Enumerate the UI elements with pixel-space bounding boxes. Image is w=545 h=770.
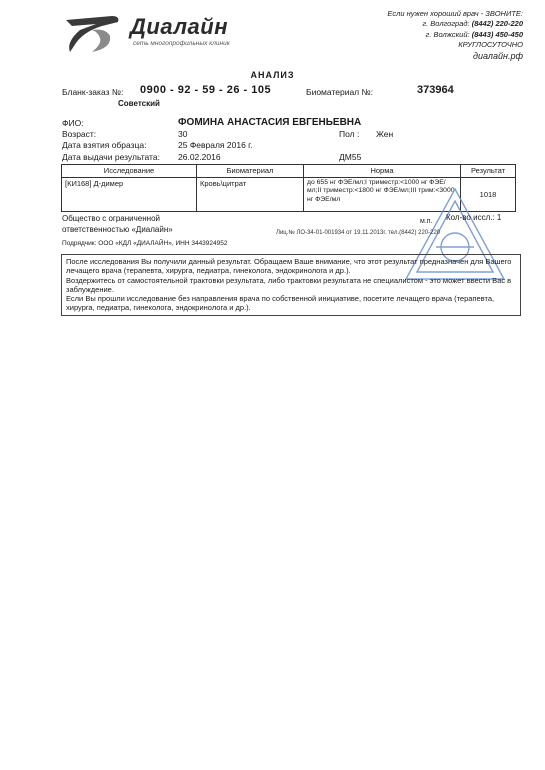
biomaterial-number: 373964	[417, 84, 454, 96]
department-code: ДМ55	[339, 152, 362, 162]
brand-tagline: сеть многопрофильных клиник	[133, 40, 230, 47]
biomaterial-label: Биоматериал №:	[306, 87, 373, 97]
contact-hours: КРУГЛОСУТОЧНО	[458, 40, 523, 50]
norm-cell: до 655 нг ФЭЕ/мл;I триместр:<1000 нг ФЭЕ/мл;II триместр:<1800 нг ФЭЕ/мл;III трим:<3000 нг ФЭЕ/мл	[304, 178, 461, 212]
sample-date-label: Дата взятия образца:	[62, 140, 147, 150]
contact-block	[333, 9, 523, 61]
gender-label: Пол :	[339, 129, 360, 139]
column-header: Результат	[461, 165, 516, 178]
table-header-row	[62, 165, 516, 178]
result-date-value: 26.02.2016	[178, 152, 221, 162]
column-header: Исследование	[62, 165, 197, 178]
dialine-logo-icon	[62, 12, 124, 56]
brand-name: Диалайн	[130, 14, 228, 39]
notice-paragraph: Воздержитесь от самостоятельной трактовки результата, либо трактовки результата не специалистом - это может ввести Вас в заблуждение.	[66, 275, 512, 294]
document-title: АНАЛИЗ	[250, 70, 295, 80]
test-name-cell: [КИ168] Д-димер	[62, 178, 197, 212]
order-label: Бланк-заказ №:	[62, 87, 124, 97]
column-header: Норма	[304, 165, 461, 178]
contact-line: Если нужен хороший врач - ЗВОНИТЕ:	[387, 9, 523, 18]
contact-phone-volzhsky: г. Волжский: (8443) 450-450	[425, 29, 523, 39]
contractor-info: Подрядчик: ООО «КДЛ «ДИАЛАЙН», ИНН 3443924952	[62, 240, 228, 247]
sample-date-value: 25 Февраля 2016 г.	[178, 140, 253, 150]
patient-name: ФОМИНА АНАСТАСИЯ ЕВГЕНЬЕВНА	[178, 117, 362, 128]
seal-place-label: м.п.	[420, 218, 433, 225]
branch-name: Советский	[118, 99, 160, 108]
order-number: 0900 - 92 - 59 - 26 - 105	[140, 84, 272, 96]
column-header: Биоматериал	[197, 165, 304, 178]
age-label: Возраст:	[62, 129, 97, 139]
organization-name: Общество с ограниченной ответственностью «Диалайн»	[62, 214, 173, 234]
result-date-label: Дата выдачи результата:	[62, 152, 160, 162]
fio-label: ФИО:	[62, 118, 84, 128]
biomaterial-cell: Кровь\цитрат	[197, 178, 304, 212]
contact-phone-volgograd: г. Волгоград: (8442) 220-220	[422, 19, 523, 29]
tests-count: Кол-во иссл.: 1	[446, 213, 502, 222]
license-info: Лиц.№ ЛО-34-01-001934 от 19.11.2013г. тел.(8442) 220-220	[276, 230, 441, 236]
notice-box	[61, 254, 521, 316]
notice-paragraph: После исследования Вы получили данный результат. Обращаем Ваше внимание, что этот результат предназначен для Вашего лечащего врача (терапевта, хирурга, педиатра, гинеколога, эндокринолога и др.).	[66, 257, 512, 276]
gender-value: Жен	[376, 129, 394, 139]
notice-paragraph: Если Вы прошли исследование без направления врача по собственной инициативе, посетите лечащего врача (терапевта, хирурга, педиатра, гинеколога, эндокринолога и др.).	[66, 294, 495, 313]
result-cell: 1018	[461, 178, 516, 212]
contact-website: диалайн.рф	[473, 50, 523, 61]
age-value: 30	[178, 129, 188, 139]
